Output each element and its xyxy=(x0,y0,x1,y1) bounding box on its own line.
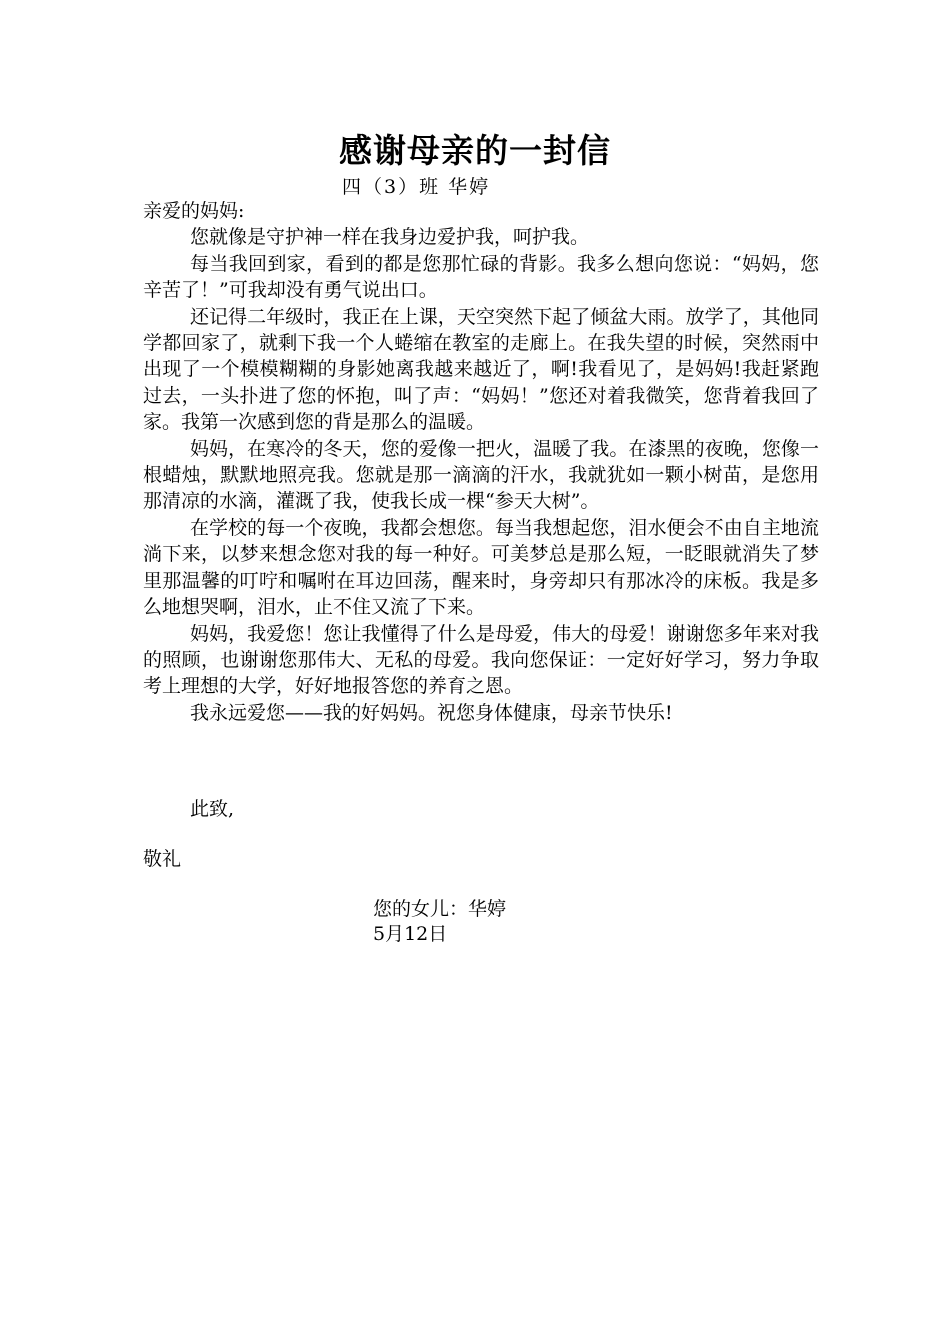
paragraph: 妈妈，在寒冷的冬天，您的爱像一把火，温暖了我。在漆黑的夜晚，您像一根蜡烛，默默地照亮我。您就是那一滴滴的汗水，我就犹如一颗小树苗，是您用那清凉的水滴，灌溉了我，使我长成一棵“参天大树”。 xyxy=(143,437,819,513)
letter-body xyxy=(143,198,819,726)
greeting: 亲爱的妈妈: xyxy=(143,200,245,222)
paragraph: 我永远爱您——我的好妈妈。祝您身体健康，母亲节快乐! xyxy=(190,701,673,724)
signature: 您的女儿：华婷 xyxy=(373,898,507,920)
letter-date: 5月12日 xyxy=(373,923,448,945)
paragraph: 妈妈，我爱您！您让我懂得了什么是母爱，伟大的母爱！谢谢您多年来对我的照顾，也谢谢您那伟大、无私的母爱。我向您保证：一定好好学习，努力争取考上理想的大学，好好地报答您的养育之恩。 xyxy=(143,622,819,698)
letter-title: 感谢母亲的一封信 xyxy=(339,131,611,170)
paragraph: 每当我回到家，看到的都是您那忙碌的背影。我多么想向您说：“妈妈，您辛苦了！”可我却没有勇气说出口。 xyxy=(143,252,819,302)
author-line: 四（3）班 华婷 xyxy=(342,176,491,198)
closing-phrase: 此致, xyxy=(190,798,235,820)
paragraph: 在学校的每一个夜晚，我都会想您。每当我想起您，泪水便会不由自主地流淌下来，以梦来想念您对我的每一种好。可美梦总是那么短，一眨眼就消失了梦里那温馨的叮咛和嘱咐在耳边回荡，醒来时，身旁却只有那冰冷的床板。我是多么地想哭啊，泪水，止不住又流了下来。 xyxy=(143,516,819,619)
paragraph: 您就像是守护神一样在我身边爱护我，呵护我。 xyxy=(190,226,590,249)
salutation: 敬礼 xyxy=(143,848,182,870)
paragraph: 还记得二年级时，我正在上课，天空突然下起了倾盆大雨。放学了，其他同学都回家了，就剩下我一个人蜷缩在教室的走廊上。在我失望的时候，突然雨中出现了一个模模糊糊的身影她离我越来越近了，啊!我看见了，是妈妈!我赶紧跑过去，一头扑进了您的怀抱，叫了声：“妈妈！”您还对着我微笑，您背着我回了家。我第一次感到您的背是那么的温暖。 xyxy=(143,305,819,434)
